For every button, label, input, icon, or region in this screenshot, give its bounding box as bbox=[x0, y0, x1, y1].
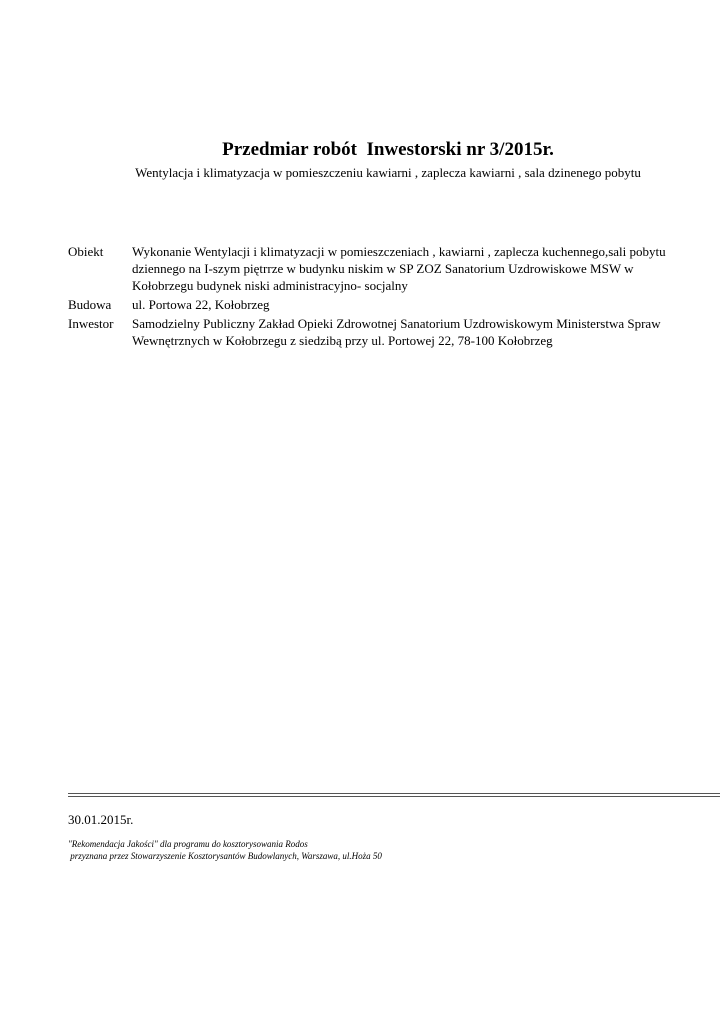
info-value: Samodzielny Publiczny Zakład Opieki Zdrowotnej Sanatorium Uzdrowiskowym Ministerstwa Spraw Wewnętrznych w Kołobrzegu z siedzibą przy ul. Portowej 22, 78-100 Kołobrzeg bbox=[132, 316, 661, 348]
info-row-budowa bbox=[68, 296, 718, 313]
footer-divider bbox=[68, 793, 720, 794]
info-value: ul. Portowa 22, Kołobrzeg bbox=[132, 297, 270, 312]
document-subtitle: Wentylacja i klimatyzacja w pomieszczeniu kawiarni , zaplecza kawiarni , sala dzinenego pobytu bbox=[135, 165, 641, 180]
info-value: Wykonanie Wentylacji i klimatyzacji w pomieszczeniach , kawiarni , zaplecza kuchennego,sali pobytu dziennego na I-szym piętrrze w budynku niskim w SP ZOZ Sanatorium Uzdrowiskowe MSW w Kołobrzegu budynek niski administracyjno- socjalny bbox=[132, 244, 666, 293]
document-title: Przedmiar robót Inwestorski nr 3/2015r. bbox=[222, 139, 554, 160]
info-row-inwestor bbox=[68, 315, 718, 349]
quality-recommendation-note bbox=[68, 838, 382, 862]
info-label: Obiekt bbox=[68, 244, 104, 259]
info-label: Budowa bbox=[68, 297, 112, 312]
footer-divider bbox=[68, 796, 720, 797]
document-date: 30.01.2015r. bbox=[68, 812, 134, 827]
info-label: Inwestor bbox=[68, 316, 114, 331]
footnote-line: przyznana przez Stowarzyszenie Kosztorysantów Budowlanych, Warszawa, ul.Hoża 50 bbox=[68, 851, 382, 861]
project-info-table bbox=[68, 243, 718, 351]
info-row-obiekt bbox=[68, 243, 718, 294]
footnote-line: "Rekomendacja Jakości" dla programu do kosztorysowania Rodos bbox=[68, 839, 308, 849]
